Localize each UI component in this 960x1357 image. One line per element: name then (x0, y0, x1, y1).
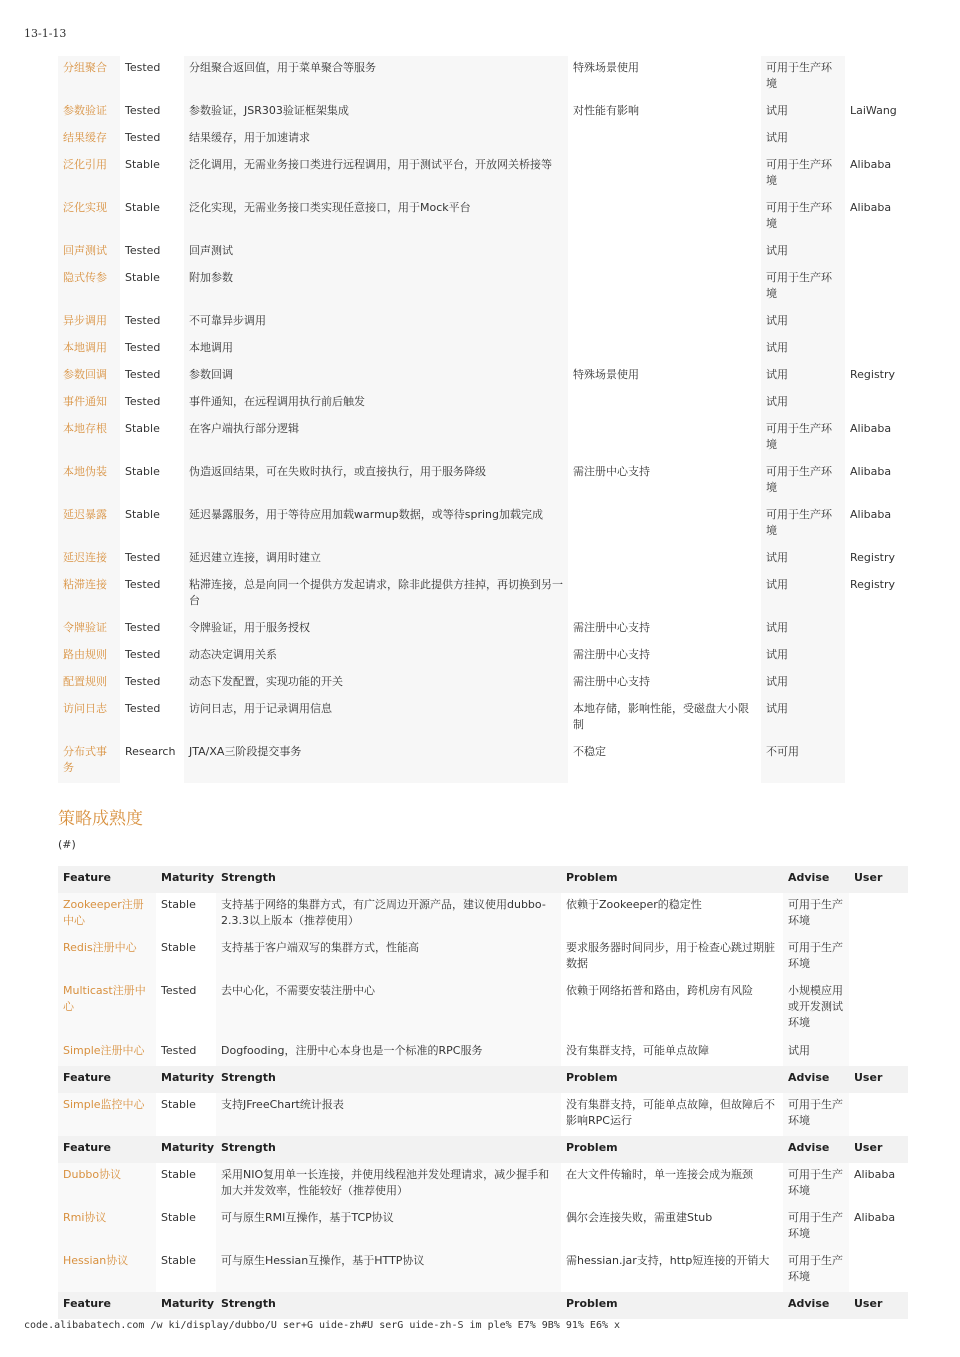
advise-cell: 可用于生产环境 (783, 893, 849, 936)
maturity-cell: Stable (161, 1211, 196, 1224)
feature-cell: 隐式传参 (58, 266, 120, 309)
header-problem: Problem (561, 1292, 783, 1319)
table-row (58, 1249, 908, 1292)
advise-cell: 试用 (761, 670, 845, 697)
strength-cell: 可与原生Hessian互操作，基于HTTP协议 (216, 1249, 561, 1292)
feature-cell: 参数验证 (58, 99, 120, 126)
feature-cell: 泛化引用 (58, 153, 120, 196)
feature-cell: 访问日志 (58, 697, 120, 740)
feature-cell: 延迟暴露 (58, 503, 120, 546)
table-row (58, 56, 904, 99)
feature-cell: 事件通知 (58, 390, 120, 417)
strength-cell: 结果缓存，用于加速请求 (184, 126, 568, 153)
table-row (58, 670, 904, 697)
advise-cell: 试用 (761, 390, 845, 417)
table-row (58, 417, 904, 460)
maturity-cell: Tested (125, 578, 161, 591)
feature-maturity-table (58, 56, 904, 783)
table-header-row (58, 1136, 908, 1163)
strength-cell: 泛化实现，无需业务接口类实现任意接口，用于Mock平台 (184, 196, 568, 239)
maturity-cell: Stable (161, 898, 196, 911)
feature-cell: 分组聚合 (58, 56, 120, 99)
feature-cell: 本地存根 (58, 417, 120, 460)
maturity-cell: Stable (161, 1254, 196, 1267)
table-row (58, 616, 904, 643)
problem-cell (568, 126, 761, 153)
feature-cell: 回声测试 (58, 239, 120, 266)
advise-cell: 试用 (761, 336, 845, 363)
strength-cell: JTA/XA三阶段提交事务 (184, 740, 568, 783)
maturity-cell: Stable (125, 201, 160, 214)
strength-cell: 参数回调 (184, 363, 568, 390)
problem-cell: 没有集群支持，可能单点故障，但故障后不影响RPC运行 (566, 1098, 775, 1127)
strength-cell: 参数验证，JSR303验证框架集成 (184, 99, 568, 126)
table-row (58, 336, 904, 363)
user-cell (845, 56, 904, 99)
strength-cell: 可与原生RMI互操作，基于TCP协议 (216, 1206, 561, 1249)
header-user: User (849, 1136, 908, 1163)
advise-cell: 试用 (761, 546, 845, 573)
advise-cell: 小规模应用或开发测试环境 (783, 979, 849, 1039)
header-strength: Strength (216, 1066, 561, 1093)
user-cell (845, 126, 904, 153)
feature-cell: Simple监控中心 (58, 1093, 156, 1136)
advise-cell: 试用 (761, 697, 845, 740)
strength-cell: 不可靠异步调用 (184, 309, 568, 336)
header-maturity: Maturity (156, 866, 216, 893)
problem-cell: 依赖于Zookeeper的稳定性 (566, 898, 702, 911)
header-strength: Strength (216, 866, 561, 893)
table-row (58, 936, 908, 979)
maturity-cell: Stable (161, 941, 196, 954)
header-user: User (849, 866, 908, 893)
table-header-row (58, 866, 908, 893)
maturity-cell: Tested (125, 314, 161, 327)
strength-cell: 支持基于客户端双写的集群方式，性能高 (216, 936, 561, 979)
feature-cell: Multicast注册中心 (58, 979, 156, 1039)
feature-cell: 参数回调 (58, 363, 120, 390)
maturity-cell: Research (125, 745, 176, 758)
strength-cell: 泛化调用，无需业务接口类进行远程调用，用于测试平台，开放网关桥接等 (184, 153, 568, 196)
feature-cell: 本地调用 (58, 336, 120, 363)
problem-cell: 需注册中心支持 (573, 465, 650, 478)
table-row (58, 99, 904, 126)
advise-cell: 可用于生产环境 (783, 1163, 849, 1206)
feature-cell: 粘滞连接 (58, 573, 120, 616)
advise-cell: 试用 (761, 126, 845, 153)
advise-cell: 可用于生产环境 (783, 1093, 849, 1136)
table-row (58, 239, 904, 266)
table-row (58, 979, 908, 1039)
table-row (58, 460, 904, 503)
problem-cell (568, 390, 761, 417)
maturity-cell: Stable (125, 465, 160, 478)
table-row (58, 196, 904, 239)
header-problem: Problem (561, 1066, 783, 1093)
strength-cell: 动态下发配置，实现功能的开关 (184, 670, 568, 697)
feature-cell: 延迟连接 (58, 546, 120, 573)
table-row (58, 1093, 908, 1136)
advise-cell: 可用于生产环境 (761, 503, 845, 546)
user-cell (845, 643, 904, 670)
user-cell (845, 740, 904, 783)
problem-cell (568, 196, 761, 239)
problem-cell (568, 239, 761, 266)
page-date: 13-1-13 (24, 27, 67, 40)
section-title: 策略成熟度 (58, 809, 143, 829)
problem-cell (568, 266, 761, 309)
maturity-cell: Tested (125, 621, 161, 634)
table-row (58, 1039, 908, 1066)
advise-cell: 试用 (761, 239, 845, 266)
advise-cell: 试用 (761, 309, 845, 336)
problem-cell (568, 309, 761, 336)
header-problem: Problem (561, 866, 783, 893)
problem-cell: 需注册中心支持 (573, 648, 650, 661)
feature-cell: 异步调用 (58, 309, 120, 336)
maturity-cell: Stable (125, 271, 160, 284)
advise-cell: 不可用 (761, 740, 845, 783)
footer-url: code.alibabatech.com /w ki/display/dubbo/U ser+G uide-zh#U serG uide-zh-S im ple% E7% 9B% 91% E6% x (24, 1320, 621, 1331)
strength-cell: 分组聚合返回值，用于菜单聚合等服务 (184, 56, 568, 99)
advise-cell: 试用 (783, 1039, 849, 1066)
section-anchor-link[interactable]: (#) (58, 838, 76, 851)
table-row (58, 546, 904, 573)
feature-cell: Hessian协议 (58, 1249, 156, 1292)
table-header-row (58, 1066, 908, 1093)
strength-cell: 动态决定调用关系 (184, 643, 568, 670)
strength-cell: Dogfooding，注册中心本身也是一个标准的RPC服务 (216, 1039, 561, 1066)
user-cell: Registry (850, 578, 896, 591)
maturity-cell: Stable (161, 1168, 196, 1181)
user-cell (849, 936, 908, 979)
advise-cell: 可用于生产环境 (783, 936, 849, 979)
maturity-cell: Tested (125, 648, 161, 661)
problem-cell: 需注册中心支持 (573, 675, 650, 688)
problem-cell (568, 503, 761, 546)
maturity-cell: Tested (125, 131, 161, 144)
header-maturity: Maturity (156, 1066, 216, 1093)
strength-cell: 延迟暴露服务，用于等待应用加载warmup数据，或等待spring加载完成 (184, 503, 568, 546)
feature-cell: Redis注册中心 (58, 936, 156, 979)
header-maturity: Maturity (156, 1136, 216, 1163)
user-cell (849, 893, 908, 936)
table-row (58, 503, 904, 546)
maturity-cell: Tested (125, 551, 161, 564)
header-feature: Feature (58, 866, 156, 893)
feature-cell: 泛化实现 (58, 196, 120, 239)
feature-cell: 路由规则 (58, 643, 120, 670)
user-cell: Alibaba (850, 465, 892, 478)
user-cell: Alibaba (850, 422, 892, 435)
user-cell (845, 390, 904, 417)
problem-cell: 在大文件传输时，单一连接会成为瓶颈 (566, 1168, 753, 1181)
user-cell (845, 266, 904, 309)
user-cell (849, 1249, 908, 1292)
maturity-cell: Tested (125, 61, 161, 74)
maturity-cell: Tested (125, 341, 161, 354)
header-advise: Advise (783, 1066, 849, 1093)
maturity-cell: Tested (125, 675, 161, 688)
user-cell (845, 670, 904, 697)
maturity-cell: Stable (125, 158, 160, 171)
advise-cell: 可用于生产环境 (761, 153, 845, 196)
problem-cell (568, 153, 761, 196)
table-row (58, 1206, 908, 1249)
table-row (58, 126, 904, 153)
strength-cell: 在客户端执行部分逻辑 (184, 417, 568, 460)
user-cell: Alibaba (850, 158, 892, 171)
problem-cell: 要求服务器时间同步，用于检查心跳过期脏数据 (566, 941, 775, 970)
user-cell: LaiWang (850, 104, 897, 117)
strength-cell: 支持JFreeChart统计报表 (216, 1093, 561, 1136)
user-cell: Alibaba (854, 1211, 896, 1224)
table-row (58, 740, 904, 783)
header-advise: Advise (783, 1136, 849, 1163)
problem-cell (568, 417, 761, 460)
advise-cell: 试用 (761, 616, 845, 643)
header-problem: Problem (561, 1136, 783, 1163)
header-advise: Advise (783, 1292, 849, 1319)
maturity-cell: Tested (161, 1044, 197, 1057)
strategy-maturity-table (58, 866, 908, 1319)
user-cell (849, 1039, 908, 1066)
table-row (58, 1163, 908, 1206)
problem-cell: 需hessian.jar支持，http短连接的开销大 (566, 1254, 770, 1267)
maturity-cell: Tested (125, 104, 161, 117)
header-feature: Feature (58, 1292, 156, 1319)
problem-cell: 需注册中心支持 (573, 621, 650, 634)
strength-cell: 伪造返回结果，可在失败时执行，或直接执行，用于服务降级 (184, 460, 568, 503)
table-row (58, 363, 904, 390)
problem-cell: 特殊场景使用 (573, 368, 639, 381)
strength-cell: 延迟建立连接，调用时建立 (184, 546, 568, 573)
strength-cell: 事件通知，在远程调用执行前后触发 (184, 390, 568, 417)
user-cell (849, 1093, 908, 1136)
user-cell (849, 979, 908, 1039)
feature-cell: 令牌验证 (58, 616, 120, 643)
user-cell: Alibaba (850, 201, 892, 214)
advise-cell: 可用于生产环境 (761, 266, 845, 309)
maturity-cell: Stable (125, 422, 160, 435)
maturity-cell: Tested (125, 244, 161, 257)
table-row (58, 893, 908, 936)
feature-cell: 本地伪装 (58, 460, 120, 503)
problem-cell: 特殊场景使用 (573, 61, 639, 74)
feature-cell: 结果缓存 (58, 126, 120, 153)
strength-cell: 回声测试 (184, 239, 568, 266)
maturity-cell: Tested (125, 368, 161, 381)
user-cell: Registry (850, 368, 896, 381)
user-cell (845, 239, 904, 266)
feature-cell: 分布式事务 (58, 740, 120, 783)
advise-cell: 试用 (761, 99, 845, 126)
advise-cell: 可用于生产环境 (761, 460, 845, 503)
strength-cell: 本地调用 (184, 336, 568, 363)
problem-cell: 偶尔会连接失败，需重建Stub (566, 1211, 713, 1224)
advise-cell: 可用于生产环境 (783, 1249, 849, 1292)
user-cell (845, 697, 904, 740)
problem-cell: 本地存储，影响性能，受磁盘大小限制 (573, 702, 749, 731)
table-row (58, 643, 904, 670)
user-cell: Alibaba (854, 1168, 896, 1181)
advise-cell: 试用 (761, 643, 845, 670)
table-row (58, 390, 904, 417)
header-feature: Feature (58, 1066, 156, 1093)
maturity-cell: Stable (125, 508, 160, 521)
advise-cell: 可用于生产环境 (761, 417, 845, 460)
user-cell: Alibaba (850, 508, 892, 521)
feature-cell: Rmi协议 (58, 1206, 156, 1249)
strength-cell: 支持基于网络的集群方式，有广泛周边开源产品，建议使用dubbo-2.3.3以上版本（推荐使用） (216, 893, 561, 936)
strength-cell: 去中心化，不需要安装注册中心 (216, 979, 561, 1039)
advise-cell: 试用 (761, 573, 845, 616)
user-cell (845, 309, 904, 336)
advise-cell: 可用于生产环境 (761, 56, 845, 99)
maturity-cell: Tested (125, 395, 161, 408)
table-row (58, 266, 904, 309)
maturity-cell: Tested (161, 984, 197, 997)
header-maturity: Maturity (156, 1292, 216, 1319)
strength-cell: 访问日志，用于记录调用信息 (184, 697, 568, 740)
problem-cell (568, 573, 761, 616)
table-row (58, 573, 904, 616)
strength-cell: 附加参数 (184, 266, 568, 309)
feature-cell: 配置规则 (58, 670, 120, 697)
user-cell: Registry (850, 551, 896, 564)
advise-cell: 可用于生产环境 (783, 1206, 849, 1249)
table-row (58, 697, 904, 740)
feature-cell: Simple注册中心 (58, 1039, 156, 1066)
user-cell (845, 616, 904, 643)
feature-cell: Dubbo协议 (58, 1163, 156, 1206)
feature-cell: Zookeeper注册中心 (58, 893, 156, 936)
maturity-cell: Stable (161, 1098, 196, 1111)
header-strength: Strength (216, 1136, 561, 1163)
table-header-row (58, 1292, 908, 1319)
user-cell (845, 336, 904, 363)
problem-cell: 不稳定 (573, 745, 606, 758)
header-user: User (849, 1066, 908, 1093)
strength-cell: 令牌验证，用于服务授权 (184, 616, 568, 643)
problem-cell: 依赖于网络拓普和路由，跨机房有风险 (566, 984, 753, 997)
header-user: User (849, 1292, 908, 1319)
problem-cell: 没有集群支持，可能单点故障 (566, 1044, 709, 1057)
problem-cell: 对性能有影响 (573, 104, 639, 117)
table-row (58, 153, 904, 196)
problem-cell (568, 336, 761, 363)
advise-cell: 试用 (761, 363, 845, 390)
header-feature: Feature (58, 1136, 156, 1163)
strength-cell: 粘滞连接，总是向同一个提供方发起请求，除非此提供方挂掉，再切换到另一台 (184, 573, 568, 616)
header-strength: Strength (216, 1292, 561, 1319)
strength-cell: 采用NIO复用单一长连接，并使用线程池并发处理请求，减少握手和加大并发效率，性能较好（推荐使用） (216, 1163, 561, 1206)
maturity-cell: Tested (125, 702, 161, 715)
table-row (58, 309, 904, 336)
advise-cell: 可用于生产环境 (761, 196, 845, 239)
problem-cell (568, 546, 761, 573)
header-advise: Advise (783, 866, 849, 893)
